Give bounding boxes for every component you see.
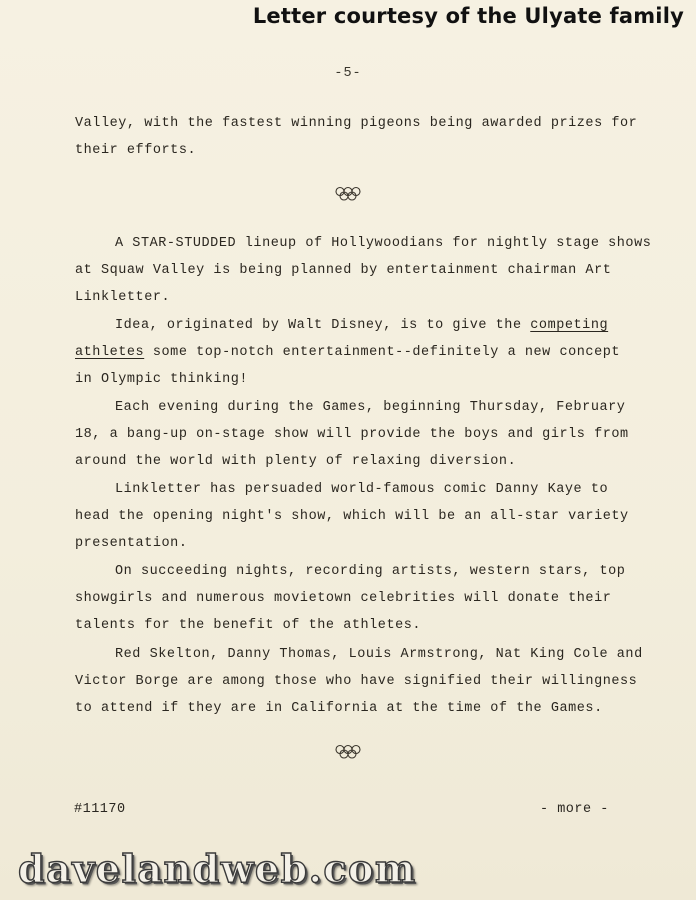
text-line: Each evening during the Games, beginning Thursday, February [115,400,626,415]
text-line: at Squaw Valley is being planned by entertainment chairman Art [75,263,612,278]
watermark-logo: davelandweb.com [18,846,417,891]
more-indicator: - more - [540,802,609,817]
text-line: in Olympic thinking! [75,372,249,387]
text-line: Linkletter. [75,290,171,305]
text-line [115,318,608,333]
reference-number: #11170 [74,802,126,817]
text-line: On succeeding nights, recording artists, western stars, top [115,564,626,579]
text-line: showgirls and numerous movietown celebrities will donate their [75,591,612,606]
text-line: to attend if they are in California at the time of the Games. [75,701,603,716]
page-number: -5- [334,66,362,81]
courtesy-caption: Letter courtesy of the Ulyate family [252,4,684,28]
text-line: head the opening night's show, which will be an all-star variety [75,509,629,524]
text-line: talents for the benefit of the athletes. [75,618,422,633]
text-line: Linkletter has persuaded world-famous comic Danny Kaye to [115,482,609,497]
underlined-text: athletes [75,345,145,360]
olympic-rings-icon [0,744,696,765]
text-line: Victor Borge are among those who have signified their willingness [75,674,638,689]
text-line: 18, a bang-up on-stage show will provide the boys and girls from [75,427,629,442]
text-line: Valley, with the fastest winning pigeons being awarded prizes for [75,116,638,131]
text-line: presentation. [75,536,188,551]
text-line: Red Skelton, Danny Thomas, Louis Armstrong, Nat King Cole and [115,647,643,662]
text-segment: Idea, originated by Walt Disney, is to give the [115,318,531,333]
text-line: their efforts. [75,143,197,158]
text-line: around the world with plenty of relaxing diversion. [75,454,517,469]
underlined-text: competing [530,318,609,333]
text-line: A STAR-STUDDED lineup of Hollywoodians for nightly stage shows [115,236,652,251]
text-segment: some top-notch entertainment--definitely a new concept [144,345,621,360]
olympic-rings-icon [0,186,696,207]
text-line [75,345,620,360]
